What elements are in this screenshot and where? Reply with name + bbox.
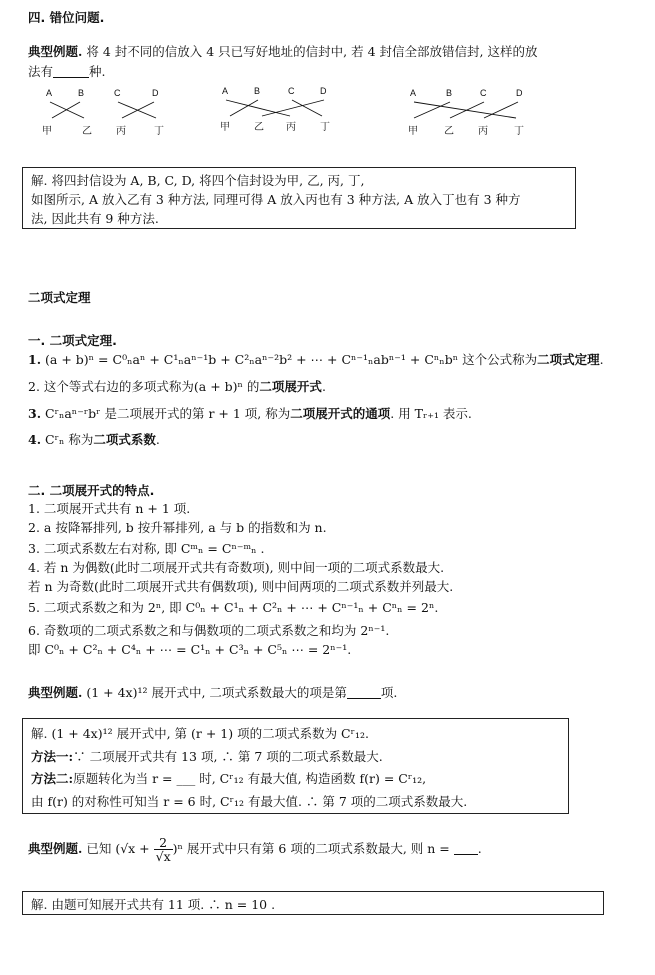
solution-1-line2: 如图所示, A 放入乙有 3 种方法, 同理可得 A 放入丙也有 3 种方法, A 放入丁也有 3 种方 — [31, 192, 521, 207]
item-text: 称为 — [68, 432, 94, 447]
item-number: 3. — [28, 406, 42, 421]
solution-box-1 — [22, 167, 576, 229]
diagram-2 — [220, 86, 330, 133]
envelope-yi: 乙 — [444, 126, 454, 137]
feature-item-6: 6. 奇数项的二项式系数之和与偶数项的二项式系数之和均为 2ⁿ⁻¹. — [28, 623, 390, 638]
example-text-b: 种. — [89, 64, 106, 79]
item-text: 这个公式称为 — [462, 352, 538, 367]
letter-b: B — [446, 88, 453, 98]
letter-a: A — [410, 88, 417, 98]
letter-a: A — [222, 86, 229, 96]
diagram-3 — [408, 88, 524, 137]
fraction-numerator: 2 — [154, 836, 173, 850]
envelope-bing: 丙 — [478, 126, 488, 137]
envelope-ding: 丁 — [514, 126, 524, 137]
letter-b: B — [254, 86, 261, 96]
method-2-label: 方法二: — [31, 771, 74, 786]
theorem-item-3 — [28, 404, 472, 422]
item-number: 4. — [28, 432, 42, 447]
page-title: 二项式定理 — [28, 290, 91, 305]
envelope-bing: 丙 — [116, 126, 126, 137]
fraction-denominator: √x — [155, 849, 171, 864]
solution-2-line1: 解. (1 + 4x)¹² 展开式中, 第 (r + 1) 项的二项式系数为 Cʳ₁₂. — [31, 726, 369, 741]
term-binomial-coefficient: 二项式系数 — [93, 432, 156, 447]
solution-3-text: 解. 由题可知展开式共有 11 项. ∴ n = 10 . — [31, 897, 276, 912]
letter-d: D — [320, 86, 327, 96]
binomial-formula: (a + b)ⁿ = C⁰ₙaⁿ + C¹ₙaⁿ⁻¹b + C²ₙaⁿ⁻²b² + ⋯ + Cⁿ⁻¹ₙabⁿ⁻¹ + Cⁿₙbⁿ — [45, 352, 459, 367]
letter-d: D — [152, 88, 159, 98]
example-text-c: . — [477, 841, 482, 856]
term-expansion: 二项展开式 — [259, 379, 322, 394]
diagram-1 — [42, 88, 164, 137]
method-2-text: 原题转化为当 r = ___ 时, Cʳ₁₂ 有最大值, 构造函数 f(r) = Cʳ₁₂, — [73, 771, 427, 786]
term-general-term: 二项展开式的通项 — [290, 406, 391, 421]
example-problem-3 — [28, 836, 482, 863]
example-text-a: 法有 — [28, 64, 54, 79]
letter-d: D — [516, 88, 523, 98]
theorem-item-2: 2. 这个等式右边的多项式称为(a + b)ⁿ 的二项展开式. — [28, 379, 326, 394]
coefficient-symbol: Cʳₙ — [45, 432, 65, 447]
item-number: 1. — [28, 352, 42, 367]
example-text: 将 4 封不同的信放入 4 只已写好地址的信封中, 若 4 封信全部放错信封, 这样的放 — [86, 44, 538, 59]
feature-item-6b: 即 C⁰ₙ + C²ₙ + C⁴ₙ + ⋯ = C¹ₙ + C³ₙ + C⁵ₙ ⋯ = 2ⁿ⁻¹. — [28, 642, 352, 657]
envelope-jia: 甲 — [408, 126, 418, 137]
example-problem-1-line2 — [28, 62, 106, 80]
solution-2-method2 — [31, 769, 426, 787]
example-problem-1-line1 — [28, 42, 537, 60]
envelope-jia: 甲 — [42, 126, 52, 137]
example-text-a: 已知 (√x + — [86, 841, 150, 856]
fraction — [154, 836, 173, 863]
feature-item-4b: 若 n 为奇数(此时二项展开式共有偶数项), 则中间两项的二项式系数并列最大. — [28, 579, 454, 594]
term-binomial-theorem: 二项式定理 — [537, 352, 600, 367]
general-term-formula: Cʳₙaⁿ⁻ʳbʳ — [45, 406, 101, 421]
solution-1-line3: 法, 因此共有 9 种方法. — [31, 211, 159, 226]
example-label: 典型例题. — [28, 44, 83, 59]
answer-blank — [347, 686, 381, 699]
letter-c: C — [480, 88, 487, 98]
example-text-b: 项. — [380, 685, 398, 700]
section-heading-misplacement: 四. 错位问题. — [28, 10, 105, 25]
example-label: 典型例题. — [28, 685, 83, 700]
letter-a: A — [46, 88, 53, 98]
theorem-item-4: 4. Cʳₙ 称为二项式系数. — [28, 432, 160, 447]
letter-c: C — [288, 86, 295, 96]
solution-2-method1 — [31, 747, 383, 765]
item-text: 是二项展开式的第 r + 1 项, 称为 — [104, 406, 291, 421]
item-text-2: . 用 Tᵣ₊₁ 表示. — [390, 406, 472, 421]
envelope-bing: 丙 — [286, 122, 296, 133]
method-1-label: 方法一: — [31, 749, 74, 764]
letter-c: C — [114, 88, 121, 98]
envelope-ding: 丁 — [154, 126, 164, 137]
item-text: 2. 这个等式右边的多项式称为(a + b)ⁿ 的 — [28, 379, 260, 394]
example-text-a: (1 + 4x)¹² 展开式中, 二项式系数最大的项是第 — [86, 685, 347, 700]
example-label: 典型例题. — [28, 841, 83, 856]
theorem-item-1: 1. (a + b)ⁿ = C⁰ₙaⁿ + C¹ₙaⁿ⁻¹b + C²ₙaⁿ⁻²b² + ⋯ + Cⁿ⁻¹ₙabⁿ⁻¹ + Cⁿₙbⁿ 这个公式称为二项式定理. — [28, 352, 604, 367]
feature-item-5: 5. 二项式系数之和为 2ⁿ, 即 C⁰ₙ + C¹ₙ + C²ₙ + ⋯ + Cⁿ⁻¹ₙ + Cⁿₙ = 2ⁿ. — [28, 600, 439, 615]
answer-blank — [454, 842, 478, 855]
section-heading-theorem: 一. 二项式定理. — [28, 333, 117, 348]
feature-item-4: 4. 若 n 为偶数(此时二项展开式共有奇数项), 则中间一项的二项式系数最大. — [28, 560, 445, 575]
solution-box-3 — [22, 891, 604, 915]
solution-2-conclusion: 由 f(r) 的对称性可知当 r = 6 时, Cʳ₁₂ 有最大值. ∴ 第 7 项的二项式系数最大. — [31, 794, 468, 809]
feature-item-1: 1. 二项展开式共有 n + 1 项. — [28, 501, 191, 516]
solution-box-2 — [22, 718, 569, 814]
letter-b: B — [78, 88, 85, 98]
answer-blank — [53, 65, 89, 78]
feature-item-2: 2. a 按降幂排列, b 按升幂排列, a 与 b 的指数和为 n. — [28, 520, 327, 535]
example-problem-2 — [28, 683, 397, 701]
envelope-ding: 丁 — [320, 122, 330, 133]
derangement-diagrams — [28, 84, 628, 144]
envelope-jia: 甲 — [220, 122, 230, 133]
method-1-text: ∵ 二项展开式共有 13 项, ∴ 第 7 项的二项式系数最大. — [73, 749, 383, 764]
feature-item-3: 3. 二项式系数左右对称, 即 Cᵐₙ = Cⁿ⁻ᵐₙ . — [28, 541, 265, 556]
envelope-yi: 乙 — [82, 126, 92, 137]
envelope-yi: 乙 — [254, 122, 264, 133]
section-heading-features: 二. 二项展开式的特点. — [28, 483, 155, 498]
example-text-b: )ⁿ 展开式中只有第 6 项的二项式系数最大, 则 n = — [172, 841, 450, 856]
solution-1-line1: 解. 将四封信设为 A, B, C, D, 将四个信封设为甲, 乙, 丙, 丁, — [31, 173, 365, 188]
